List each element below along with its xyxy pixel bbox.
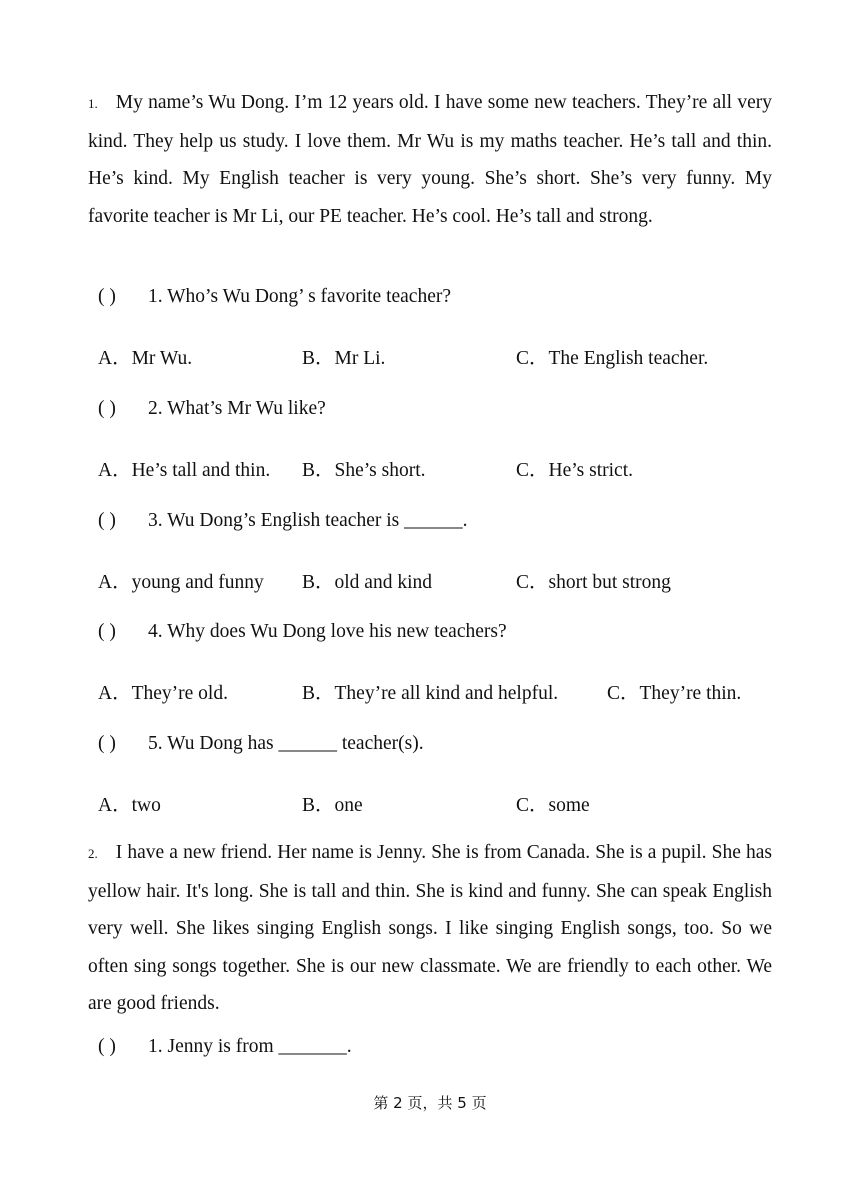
- passage-number: 2.: [88, 846, 98, 861]
- question-number: 3.: [148, 510, 163, 531]
- option-c: C．The English teacher.: [516, 348, 709, 369]
- option-b: B．one: [302, 795, 363, 816]
- question-1-3: [98, 510, 798, 532]
- option-b: B．Mr Li.: [302, 348, 386, 369]
- question-number: 1.: [148, 286, 163, 307]
- passage-text: I have a new friend. Her name is Jenny. She is from Canada. She is a pupil. She has yellow hair. It's long. She is tall and thin. She is kind and funny. She can speak English very well. She likes singing English songs. I like singing English songs, too. So we often sing songs together. She is our new classmate. We are friendly to each other. We are good friends.: [88, 842, 772, 1014]
- question-text: Who’s Wu Dong’ s favorite teacher?: [167, 286, 452, 307]
- answer-blank[interactable]: ( ): [98, 733, 116, 754]
- question-text: What’s Mr Wu like?: [167, 398, 326, 419]
- answer-blank[interactable]: ( ): [98, 510, 116, 531]
- option-a: A．They’re old.: [98, 683, 228, 704]
- option-a: A．two: [98, 795, 161, 816]
- answer-blank[interactable]: ( ): [98, 398, 116, 419]
- question-text: Jenny is from _______.: [167, 1036, 352, 1057]
- question-number: 2.: [148, 398, 163, 419]
- passage-text: My name’s Wu Dong. I’m 12 years old. I have some new teachers. They’re all very kind. They help us study. I love them. Mr Wu is my maths teacher. He’s tall and thin. He’s kind. My English teacher is very young. She’s short. She’s very funny. My favorite teacher is Mr Li, our PE teacher. He’s cool. He’s tall and strong.: [88, 92, 772, 227]
- option-c: C．They’re thin.: [607, 683, 742, 704]
- question-2-1: [98, 1036, 798, 1058]
- passage-1: [88, 84, 772, 235]
- option-a: A．He’s tall and thin.: [98, 460, 271, 481]
- option-c: C．He’s strict.: [516, 460, 633, 481]
- option-b: B．old and kind: [302, 572, 432, 593]
- question-text: Wu Dong has ______ teacher(s).: [167, 733, 424, 754]
- option-c: C．short but strong: [516, 572, 671, 593]
- question-1-4: [98, 621, 798, 643]
- question-text: Why does Wu Dong love his new teachers?: [167, 621, 507, 642]
- question-number: 4.: [148, 621, 163, 642]
- question-1-1: [98, 286, 798, 308]
- answer-blank[interactable]: ( ): [98, 1036, 116, 1057]
- question-text: Wu Dong’s English teacher is ______.: [167, 510, 468, 531]
- option-a: A．Mr Wu.: [98, 348, 193, 369]
- option-a: A．young and funny: [98, 572, 264, 593]
- question-number: 5.: [148, 733, 163, 754]
- answer-blank[interactable]: ( ): [98, 621, 116, 642]
- passage-number: 1.: [88, 96, 98, 111]
- option-b: B．She’s short.: [302, 460, 426, 481]
- question-1-5: [98, 733, 798, 755]
- option-b: B．They’re all kind and helpful.: [302, 683, 559, 704]
- answer-blank[interactable]: ( ): [98, 286, 116, 307]
- option-c: C．some: [516, 795, 590, 816]
- question-number: 1.: [148, 1036, 163, 1057]
- question-1-2: [98, 398, 798, 420]
- page-footer: 第 2 页，共 5 页: [373, 1094, 487, 1112]
- passage-2: [88, 834, 772, 1023]
